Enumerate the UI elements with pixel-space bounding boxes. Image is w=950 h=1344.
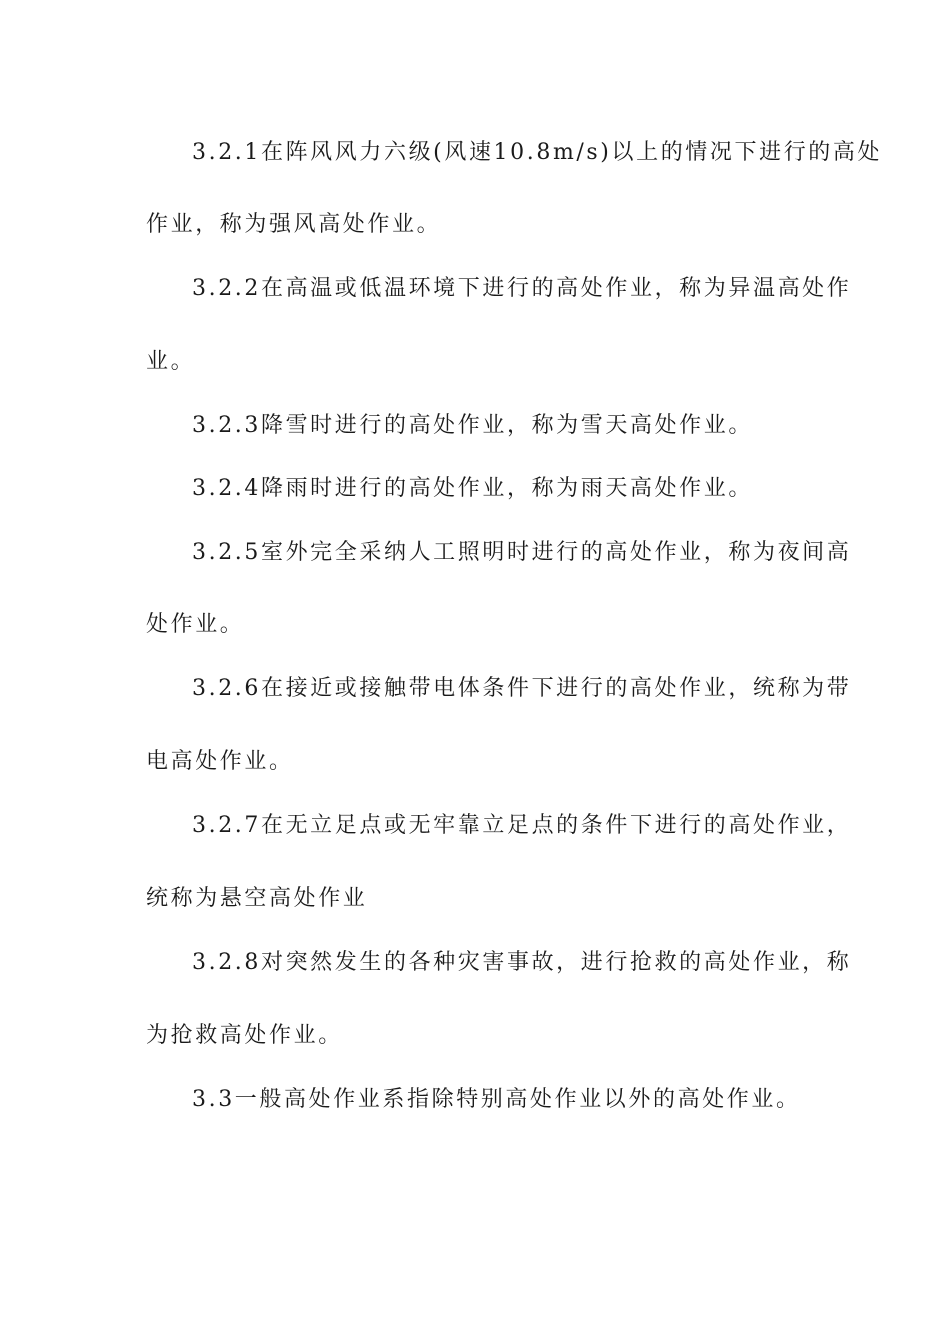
clause-3-2-1-line-1: 3.2.1在阵风风力六级(风速10.8m/s)以上的情况下进行的高处	[192, 140, 883, 165]
clause-3-2-8-line-1: 3.2.8对突然发生的各种灾害事故，进行抢救的高处作业，称	[192, 950, 852, 975]
clause-3-3: 3.3一般高处作业系指除特别高处作业以外的高处作业。	[192, 1087, 801, 1112]
clause-3-2-1-line-2: 作业，称为强风高处作业。	[146, 212, 442, 237]
clause-3-2-5-line-1: 3.2.5室外完全采纳人工照明时进行的高处作业，称为夜间高	[192, 540, 852, 565]
clause-3-2-5-line-2: 处作业。	[146, 612, 245, 637]
clause-3-2-6-line-1: 3.2.6在接近或接触带电体条件下进行的高处作业，统称为带	[192, 676, 852, 701]
clause-3-2-8-line-2: 为抢救高处作业。	[146, 1023, 343, 1048]
clause-3-2-4: 3.2.4降雨时进行的高处作业，称为雨天高处作业。	[192, 476, 753, 501]
clause-3-2-6-line-2: 电高处作业。	[146, 749, 294, 774]
clause-3-2-3: 3.2.3降雪时进行的高处作业，称为雪天高处作业。	[192, 413, 753, 438]
clause-3-2-7-line-1: 3.2.7在无立足点或无牢靠立足点的条件下进行的高处作业，	[192, 813, 852, 838]
clause-3-2-2-line-1: 3.2.2在高温或低温环境下进行的高处作业，称为异温高处作	[192, 276, 852, 301]
clause-3-2-2-line-2: 业。	[146, 349, 196, 374]
clause-3-2-7-line-2: 统称为悬空高处作业	[146, 886, 368, 911]
